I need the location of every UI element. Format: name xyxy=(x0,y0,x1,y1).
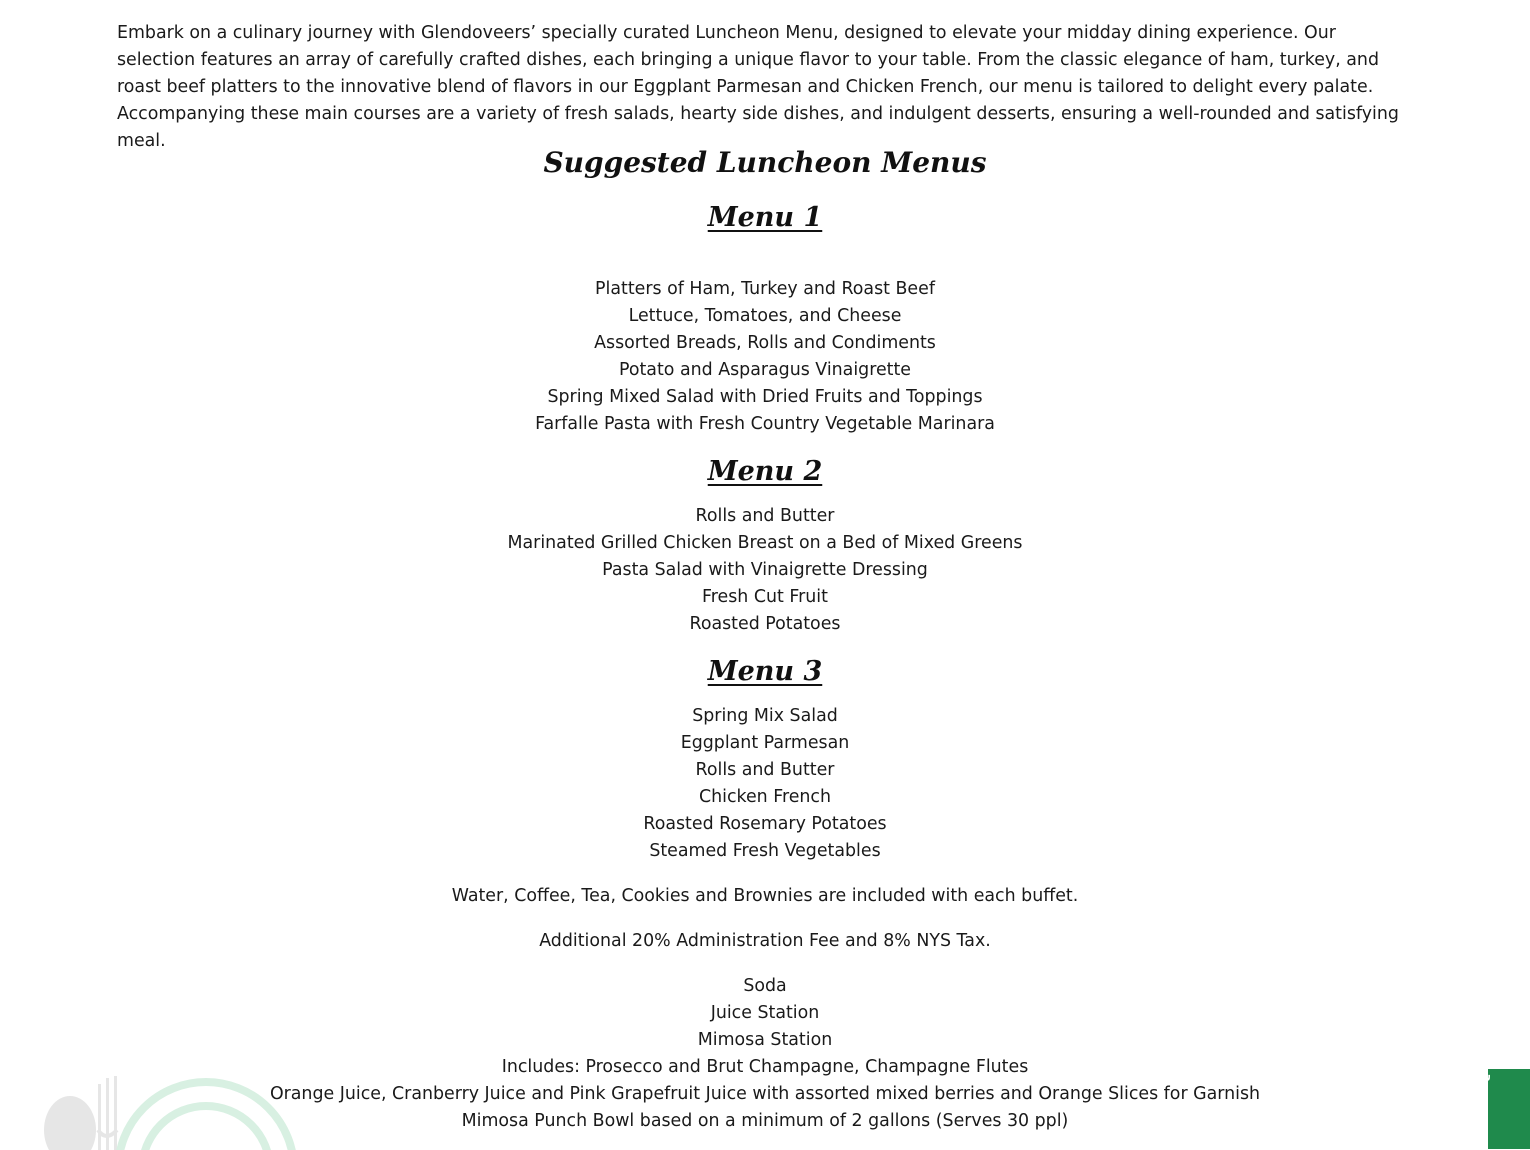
list-item: Platters of Ham, Turkey and Roast Beef xyxy=(595,279,935,299)
list-item: Marinated Grilled Chicken Breast on a Bed of Mixed Greens xyxy=(507,533,1023,553)
list-item: Potato and Asparagus Vinaigrette xyxy=(618,360,912,380)
list-item: Eggplant Parmesan xyxy=(680,733,850,753)
menu-2-title: Menu 2 xyxy=(707,456,823,487)
list-item: Rolls and Butter xyxy=(695,506,835,526)
list-item: Roasted Rosemary Potatoes xyxy=(643,814,887,834)
beverage-items xyxy=(0,973,1530,1135)
contact-us-tab-label: t Us! xyxy=(1471,1030,1496,1083)
menu-1-items xyxy=(0,276,1530,438)
list-item: Mimosa Station xyxy=(697,1030,833,1050)
list-item: Orange Juice, Cranberry Juice and Pink Grapefruit Juice with assorted mixed berries and Orange Slices for Garnish xyxy=(269,1084,1261,1104)
list-item: Spring Mixed Salad with Dried Fruits and Toppings xyxy=(547,387,983,407)
list-item: Rolls and Butter xyxy=(695,760,835,780)
menu-2-items xyxy=(0,503,1530,638)
list-item: Assorted Breads, Rolls and Condiments xyxy=(594,333,936,353)
fee-note: Additional 20% Administration Fee and 8% NYS Tax. xyxy=(539,931,991,951)
contact-us-tab[interactable] xyxy=(1471,1030,1530,1149)
list-item: Steamed Fresh Vegetables xyxy=(649,841,881,861)
included-note: Water, Coffee, Tea, Cookies and Brownies are included with each buffet. xyxy=(451,886,1079,906)
list-item: Soda xyxy=(743,976,787,996)
page-title: Suggested Luncheon Menus xyxy=(543,146,987,179)
intro-paragraph: Embark on a culinary journey with Glendoveers’ specially curated Luncheon Menu, designed to elevate your midday dining experience. Our selection features an array of carefully crafted dishes, each bringing a unique flavor to your table. From the classic elegance of ham, turkey, and roast beef platters to the innovative blend of flavors in our Eggplant Parmesan and Chicken French, our menu is tailored to delight every palate. Accompanying these main courses are a variety of fresh salads, hearty side dishes, and indulgent desserts, ensuring a well-rounded and satisfying meal. xyxy=(117,23,1399,151)
menu-3-title: Menu 3 xyxy=(707,656,823,687)
list-item: Lettuce, Tomatoes, and Cheese xyxy=(628,306,902,326)
list-item: Pasta Salad with Vinaigrette Dressing xyxy=(602,560,928,580)
menu-3-items xyxy=(0,703,1530,865)
list-item: Juice Station xyxy=(710,1003,820,1023)
list-item: Roasted Potatoes xyxy=(689,614,841,634)
list-item: Mimosa Punch Bowl based on a minimum of 2 gallons (Serves 30 ppl) xyxy=(461,1111,1069,1131)
menu-1-title: Menu 1 xyxy=(707,202,823,233)
list-item: Spring Mix Salad xyxy=(692,706,838,726)
list-item: Fresh Cut Fruit xyxy=(702,587,828,607)
list-item: Farfalle Pasta with Fresh Country Vegetable Marinara xyxy=(535,414,995,434)
list-item: Includes: Prosecco and Brut Champagne, Champagne Flutes xyxy=(501,1057,1029,1077)
list-item: Chicken French xyxy=(698,787,832,807)
